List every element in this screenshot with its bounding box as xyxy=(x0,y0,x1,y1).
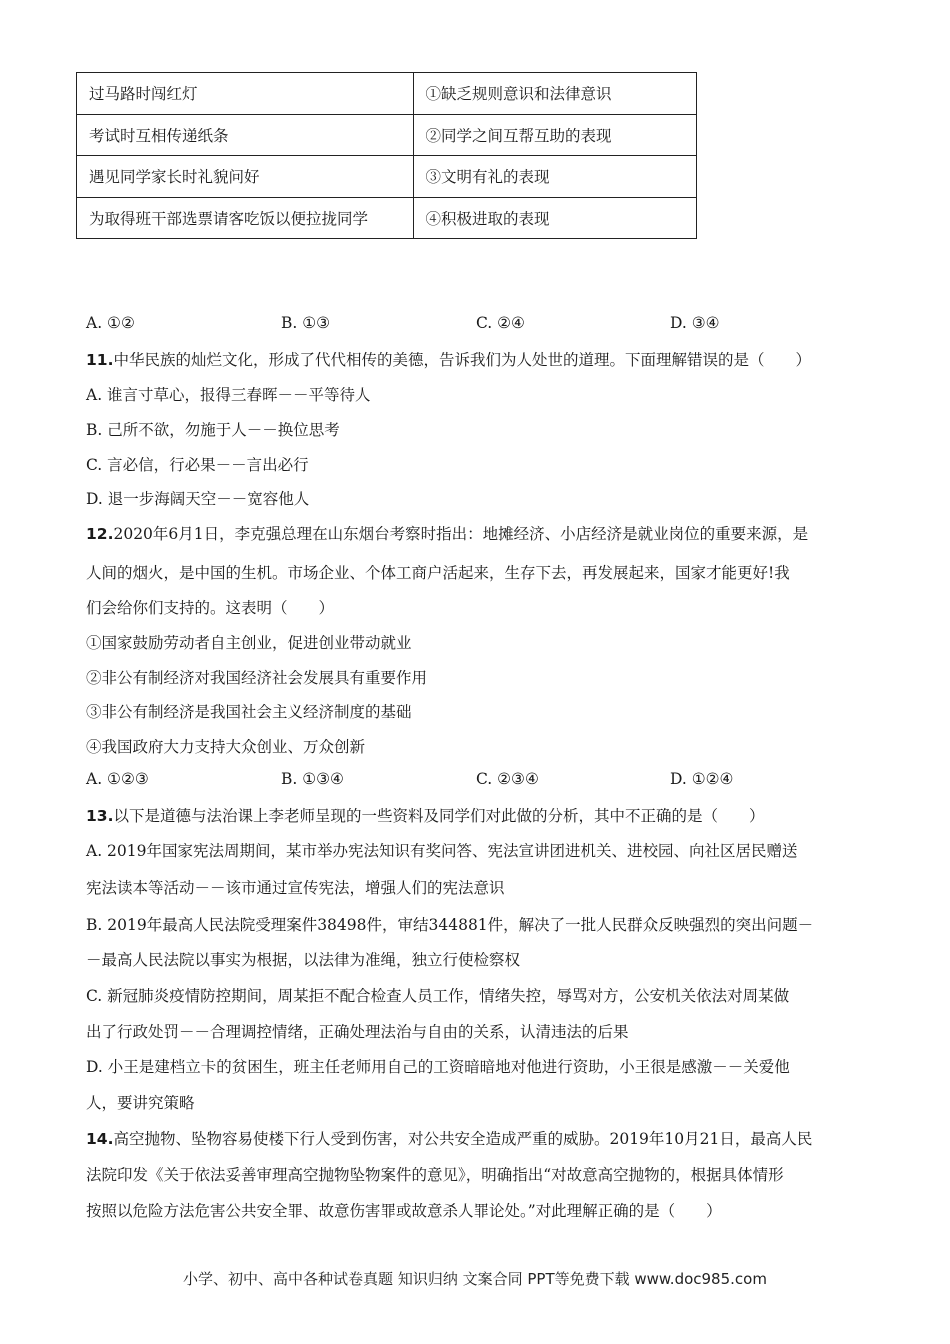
q13-option-c-line2: 出了行政处罚－－合理调控情绪，正确处理法治与自由的关系，认清违法的后果 xyxy=(86,1023,629,1041)
table-row xyxy=(77,156,697,198)
q12-stem-line3: 们会给你们支持的。这表明（ ） xyxy=(86,599,335,617)
q12-item-1: ①国家鼓励劳动者自主创业，促进创业带动就业 xyxy=(86,634,412,652)
q11-option-c: C. 言必信，行必果－－言出必行 xyxy=(86,456,309,474)
q13-option-a-line2: 宪法读本等活动－－该市通过宣传宪法，增强人们的宪法意识 xyxy=(86,879,505,897)
q12-stem-line2: 人间的烟火，是中国的生机。市场企业、个体工商户活起来，生存下去，再发展起来，国家才能更好!我 xyxy=(86,564,790,582)
table-row xyxy=(77,73,697,115)
q13-option-d-line1: D. 小王是建档立卡的贫困生，班主任老师用自己的工资暗暗地对他进行资助，小王很是感激－－关爱他 xyxy=(86,1058,790,1076)
option-c: C. ②③④ xyxy=(476,770,539,788)
q14-stem-line3: 按照以危险方法危害公共安全罪、故意伤害罪或故意杀人罪论处。”对此理解正确的是（ ） xyxy=(86,1202,722,1220)
option-d: D. ①②④ xyxy=(670,770,734,788)
q11-option-d: D. 退一步海阔天空－－宽容他人 xyxy=(86,490,310,508)
question-number: 14. xyxy=(86,1130,114,1148)
q12-stem-line1 xyxy=(86,522,808,544)
q13-option-b-line2: －最高人民法院以事实为根据，以法律为准绳，独立行使检察权 xyxy=(86,951,521,969)
q12-options xyxy=(86,770,866,794)
q12-item-2: ②非公有制经济对我国经济社会发展具有重要作用 xyxy=(86,669,428,687)
table-row xyxy=(77,197,697,239)
table-cell-behavior: 遇见同学家长时礼貌问好 xyxy=(77,156,414,198)
q14-stem-line2: 法院印发《关于依法妥善审理高空抛物坠物案件的意见》，明确指出“对故意高空抛物的，根据具体情形 xyxy=(86,1166,784,1184)
option-b: B. ①③④ xyxy=(281,770,344,788)
q10-options xyxy=(86,314,866,338)
table-cell-analysis: ③文明有礼的表现 xyxy=(413,156,696,198)
q13-option-d-line2: 人，要讲究策略 xyxy=(86,1094,195,1112)
q13-option-b-line1: B. 2019年最高人民法院受理案件38498件，审结344881件，解决了一批人民群众反映强烈的突出问题－ xyxy=(86,916,814,934)
question-number: 11. xyxy=(86,351,114,369)
option-d: D. ③④ xyxy=(670,314,720,332)
question-text: 2020年6月1日，李克强总理在山东烟台考察时指出：地摊经济、小店经济是就业岗位的重要来源，是 xyxy=(113,525,809,543)
q12-item-4: ④我国政府大力支持大众创业、万众创新 xyxy=(86,738,366,756)
option-a: A. ①② xyxy=(86,314,135,332)
q11-stem xyxy=(86,348,811,370)
table-cell-behavior: 为取得班干部选票请客吃饭以便拉拢同学 xyxy=(77,197,414,239)
table-cell-behavior: 考试时互相传递纸条 xyxy=(77,114,414,156)
matching-table xyxy=(76,72,697,239)
table-cell-analysis: ②同学之间互帮互助的表现 xyxy=(413,114,696,156)
q12-item-3: ③非公有制经济是我国社会主义经济制度的基础 xyxy=(86,703,412,721)
question-text: 以下是道德与法治课上李老师呈现的一些资料及同学们对此做的分析，其中不正确的是（ ） xyxy=(113,807,765,825)
question-text: 高空抛物、坠物容易使楼下行人受到伤害，对公共安全造成严重的威胁。2019年10月21日，最高人民 xyxy=(113,1130,813,1148)
q11-option-a: A. 谁言寸草心，报得三春晖－－平等待人 xyxy=(86,386,371,404)
question-number: 13. xyxy=(86,807,114,825)
table-row xyxy=(77,114,697,156)
table-cell-analysis: ①缺乏规则意识和法律意识 xyxy=(413,73,696,115)
q13-option-c-line1: C. 新冠肺炎疫情防控期间，周某拒不配合检查人员工作，情绪失控，辱骂对方，公安机关依法对周某做 xyxy=(86,987,790,1005)
table-cell-behavior: 过马路时闯红灯 xyxy=(77,73,414,115)
option-a: A. ①②③ xyxy=(86,770,149,788)
q13-stem xyxy=(86,804,764,826)
q13-option-a-line1: A. 2019年国家宪法周期间，某市举办宪法知识有奖问答、宪法宣讲团进机关、进校园、向社区居民赠送 xyxy=(86,842,798,860)
option-c: C. ②④ xyxy=(476,314,525,332)
option-b: B. ①③ xyxy=(281,314,331,332)
q11-option-b: B. 己所不欲，勿施于人－－换位思考 xyxy=(86,421,340,439)
q14-stem-line1 xyxy=(86,1127,812,1149)
question-number: 12. xyxy=(86,525,114,543)
page-footer: 小学、初中、高中各种试卷真题 知识归纳 文案合同 PPT等免费下载 www.doc985.com xyxy=(183,1270,767,1288)
question-text: 中华民族的灿烂文化，形成了代代相传的美德，告诉我们为人处世的道理。下面理解错误的是（ ） xyxy=(113,351,811,369)
table-cell-analysis: ④积极进取的表现 xyxy=(413,197,696,239)
